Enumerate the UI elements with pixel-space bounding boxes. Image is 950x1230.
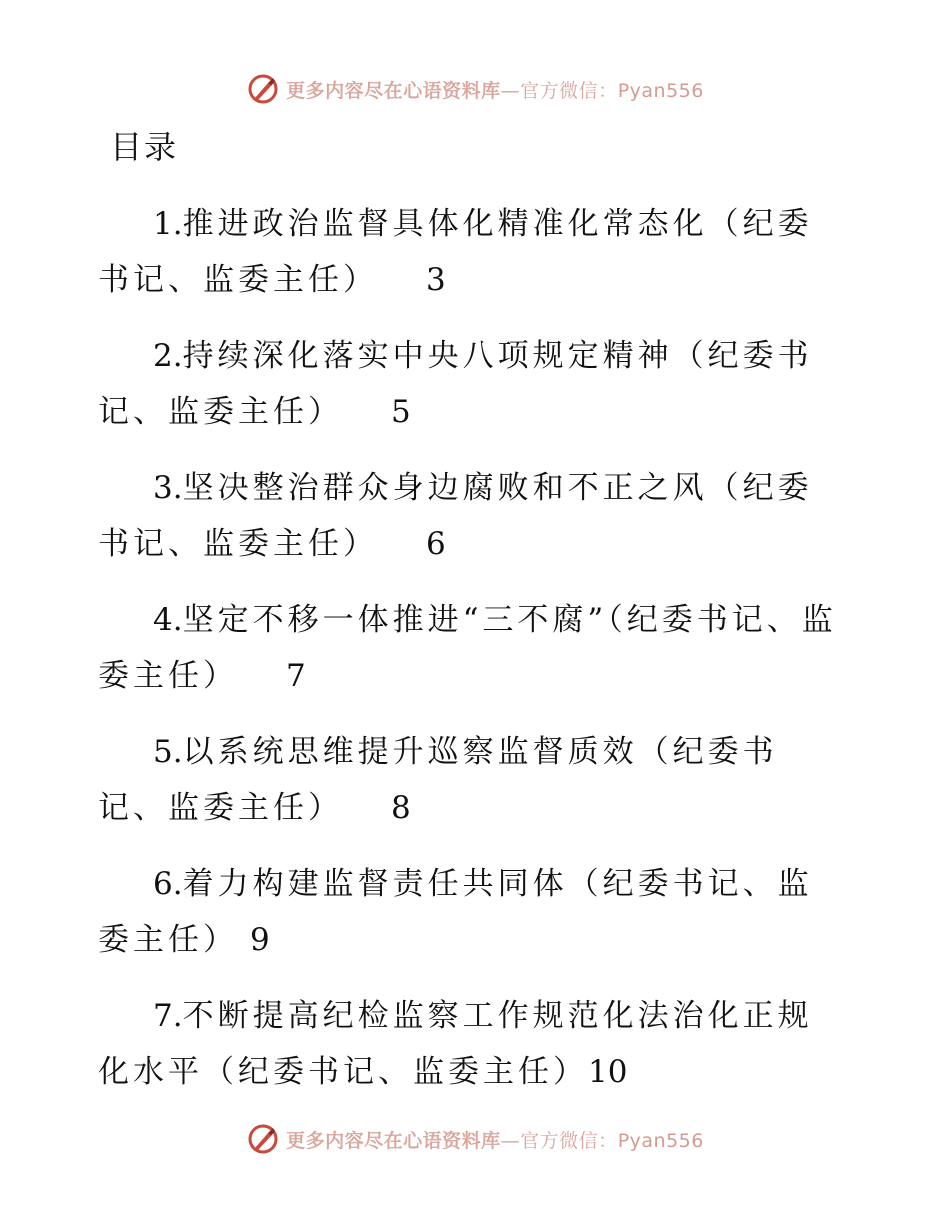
toc-item-number: 2. — [153, 338, 183, 374]
watermark-label: 官方微信： — [520, 79, 618, 102]
watermark-text — [286, 1126, 704, 1153]
toc-item-page: 9 — [250, 922, 270, 958]
toc-item[interactable] — [98, 592, 840, 704]
toc-item[interactable] — [98, 196, 840, 308]
toc-list — [98, 196, 840, 1120]
watermark-main: 更多内容尽在心语资料库 — [286, 79, 501, 102]
toc-item[interactable] — [98, 328, 840, 440]
pen-logo-icon — [246, 1122, 280, 1156]
toc-item-text: 坚定不移一体推进“三不腐”（纪委书记、监委主任） — [98, 602, 837, 694]
toc-item-page: 10 — [588, 1054, 628, 1090]
toc-item-number: 1. — [153, 206, 183, 242]
toc-item-page: 3 — [426, 262, 446, 298]
watermark-dash: — — [500, 79, 521, 102]
toc-item-page: 5 — [391, 394, 411, 430]
toc-item[interactable] — [98, 856, 840, 968]
footer-watermark — [0, 1122, 950, 1156]
watermark-main: 更多内容尽在心语资料库 — [286, 1129, 501, 1152]
toc-item-text: 以系统思维提升巡察监督质效（纪委书记、监委主任） — [98, 734, 778, 826]
toc-item-number: 4. — [153, 602, 183, 638]
toc-item-text: 着力构建监督责任共同体（纪委书记、监委主任） — [98, 866, 813, 958]
toc-title: 目录 — [110, 128, 179, 166]
toc-item-page: 8 — [391, 790, 411, 826]
toc-item-number: 6. — [153, 866, 183, 902]
watermark-label: 官方微信： — [520, 1129, 618, 1152]
toc-item[interactable] — [98, 460, 840, 572]
pen-logo-icon — [246, 72, 280, 106]
watermark-text — [286, 76, 704, 103]
watermark-handle: Pyan556 — [617, 79, 704, 102]
toc-item-text: 坚决整治群众身边腐败和不正之风（纪委书记、监委主任） — [98, 470, 813, 562]
toc-item-text: 持续深化落实中央八项规定精神（纪委书记、监委主任） — [98, 338, 813, 430]
toc-item-number: 7. — [153, 998, 183, 1034]
header-watermark — [0, 72, 950, 106]
toc-item-number: 5. — [153, 734, 183, 770]
toc-item[interactable] — [98, 724, 840, 836]
watermark-dash: — — [500, 1129, 521, 1152]
toc-item-text: 推进政治监督具体化精准化常态化（纪委书记、监委主任） — [98, 206, 813, 298]
toc-item-number: 3. — [153, 470, 183, 506]
watermark-handle: Pyan556 — [617, 1129, 704, 1152]
toc-item-page: 7 — [286, 658, 306, 694]
toc-item[interactable] — [98, 988, 840, 1100]
toc-item-page: 6 — [426, 526, 446, 562]
toc-item-text: 不断提高纪检监察工作规范化法治化正规化水平（纪委书记、监委主任） — [98, 998, 813, 1090]
